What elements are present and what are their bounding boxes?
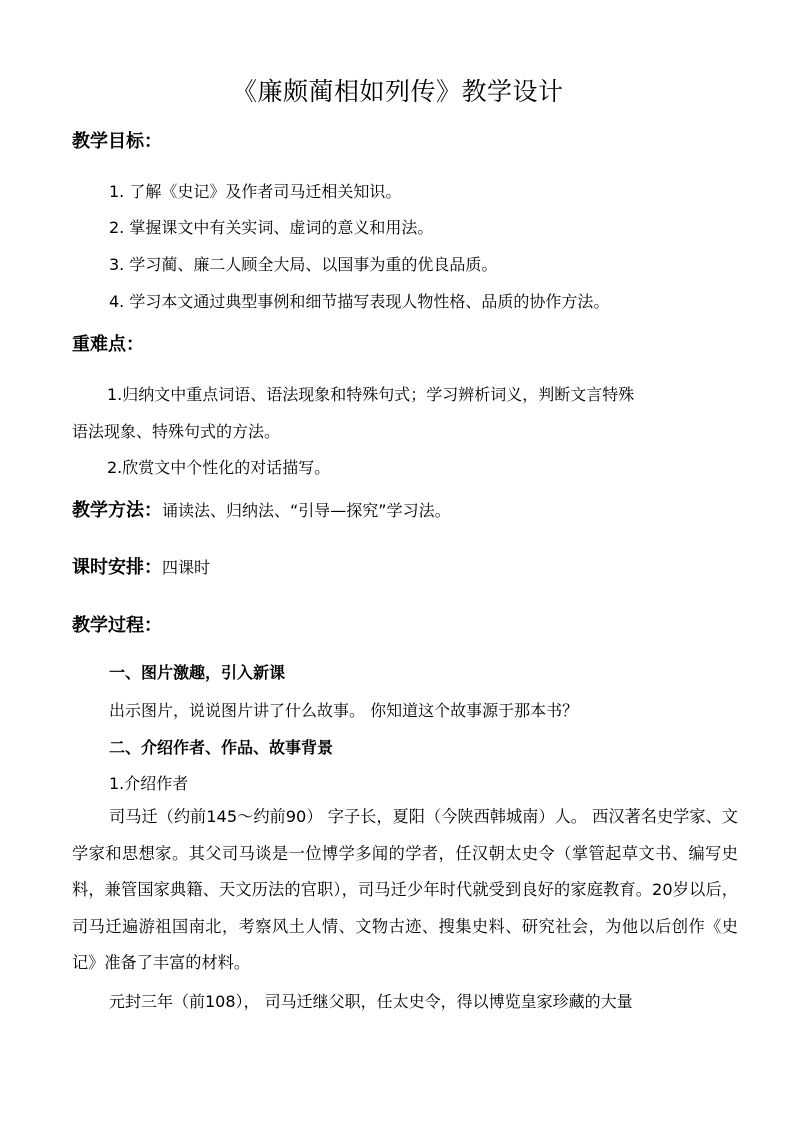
schedule-value: 四课时 <box>162 558 211 577</box>
difficulty-item-1-line2: 语法现象、特殊句式的方法。 <box>72 422 281 441</box>
difficulties-heading: 重难点： <box>72 334 144 355</box>
section-2-heading: 二、介绍作者、作品、故事背景 <box>109 738 334 757</box>
author-paragraph: 司马迁（约前145～约前90） 字子长，夏阳（今陕西韩城南）人。 西汉著名史学家、文学家和思想家。其父司马谈是一位博学多闻的学者，任汉朝太史令（掌管起草文书、编写史料，兼管国家典籍、天文历法的官职），司马迁少年时代就受到良好的家庭教育。20岁以后，司马迁遍游祖国南北，考察风土人情、文物古迹、搜集史料、研究社会，为他以后创作《史记》准备了丰富的材料。 <box>72 807 738 972</box>
process-heading: 教学过程： <box>72 615 162 636</box>
difficulty-item-2: 2.欣赏文中个性化的对话描写。 <box>107 458 331 477</box>
methods-value: 诵读法、归纳法、“引导—探究”学习法。 <box>162 501 451 520</box>
page-title: 《廉颇蔺相如列传》教学设计 <box>232 77 564 106</box>
goal-item: 1. 了解《史记》及作者司马迁相关知识。 <box>109 182 402 201</box>
section-1-heading: 一、图片激趣，引入新课 <box>109 663 286 682</box>
methods-label: 教学方法： <box>72 500 162 521</box>
goal-item: 2. 掌握课文中有关实词、虚词的意义和用法。 <box>109 218 434 237</box>
goal-item: 3. 学习蔺、廉二人顾全大局、以国事为重的优良品质。 <box>109 255 498 274</box>
section-1-text: 出示图片，说说图片讲了什么故事。 你知道这个故事源于那本书？ <box>109 701 579 720</box>
schedule-label: 课时安排： <box>72 557 162 578</box>
schedule-row <box>72 553 210 579</box>
goal-item: 4. 学习本文通过典型事例和细节描写表现人物性格、品质的协作方法。 <box>109 292 610 311</box>
author-paragraph-2: 元封三年（前108）， 司马迁继父职，任太史令，得以博览皇家珍藏的大量 <box>109 992 633 1011</box>
goals-heading: 教学目标： <box>72 131 162 152</box>
methods-row <box>72 496 451 522</box>
difficulty-item-1-line1: 1.归纳文中重点词语、语法现象和特殊句式；学习辨析词义，判断文言特殊 <box>107 385 635 404</box>
section-2-subheading: 1.介绍作者 <box>109 774 189 793</box>
